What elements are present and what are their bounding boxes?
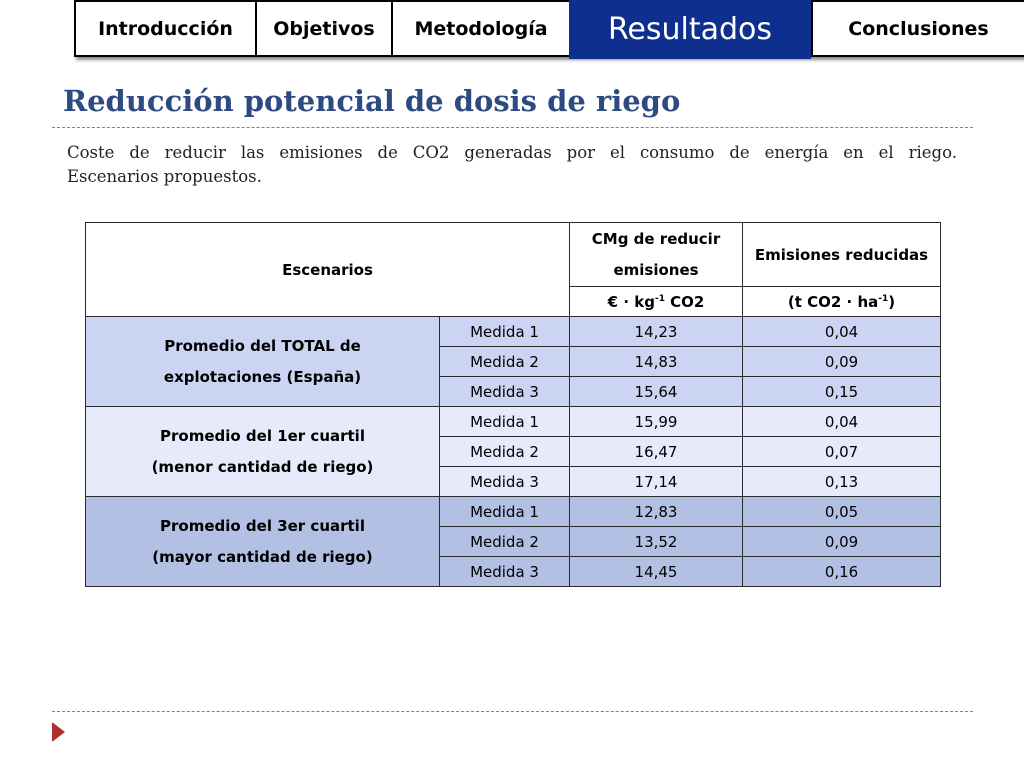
group-label-q1 (86, 407, 440, 497)
cell-cmg: 14,83 (570, 347, 743, 377)
tab-objetivos[interactable]: Objetivos (255, 2, 391, 55)
cell-medida: Medida 1 (440, 317, 570, 347)
cell-medida: Medida 2 (440, 437, 570, 467)
group-label-line2: explotaciones (España) (163, 367, 362, 386)
header-cmg-line1: CMg de reducir (591, 229, 721, 248)
tab-resultados[interactable]: Resultados (569, 0, 811, 59)
unit-cmg-post: CO2 (664, 292, 705, 311)
cell-cmg: 17,14 (570, 467, 743, 497)
table-row (86, 317, 941, 347)
next-arrow-icon[interactable] (52, 722, 65, 742)
cell-emisiones: 0,04 (743, 317, 941, 347)
cell-cmg: 15,64 (570, 377, 743, 407)
unit-emisiones (743, 287, 941, 317)
group-label-line2: (mayor cantidad de riego) (152, 547, 373, 566)
cell-cmg: 13,52 (570, 527, 743, 557)
header-row (86, 223, 941, 287)
header-cmg-line2: emisiones (613, 260, 699, 279)
footer-divider (52, 711, 973, 712)
subtitle-line-2: Escenarios propuestos. (67, 167, 262, 186)
cell-emisiones: 0,07 (743, 437, 941, 467)
cell-cmg: 14,23 (570, 317, 743, 347)
cell-cmg: 12,83 (570, 497, 743, 527)
cell-emisiones: 0,04 (743, 407, 941, 437)
cell-medida: Medida 2 (440, 347, 570, 377)
cell-emisiones: 0,05 (743, 497, 941, 527)
unit-cmg-sup: -1 (654, 293, 665, 304)
tab-metodologia[interactable]: Metodología (391, 2, 569, 55)
title-divider (52, 127, 973, 128)
cell-emisiones: 0,15 (743, 377, 941, 407)
group-label-total (86, 317, 440, 407)
unit-cmg (570, 287, 743, 317)
cell-medida: Medida 1 (440, 407, 570, 437)
cell-emisiones: 0,09 (743, 527, 941, 557)
tab-conclusiones[interactable]: Conclusiones (811, 2, 1024, 55)
cell-medida: Medida 3 (440, 377, 570, 407)
table-row (86, 497, 941, 527)
cell-emisiones: 0,13 (743, 467, 941, 497)
cell-medida: Medida 3 (440, 557, 570, 587)
unit-cmg-pre: € · kg (607, 292, 655, 311)
cell-cmg: 14,45 (570, 557, 743, 587)
cell-cmg: 15,99 (570, 407, 743, 437)
unit-emi-post: ) (888, 292, 896, 311)
cell-medida: Medida 1 (440, 497, 570, 527)
cell-emisiones: 0,09 (743, 347, 941, 377)
slide-title: Reducción potencial de dosis de riego (63, 84, 681, 118)
results-table (85, 222, 941, 587)
group-label-line1: Promedio del 3er cuartil (160, 516, 365, 535)
cell-cmg: 16,47 (570, 437, 743, 467)
cell-emisiones: 0,16 (743, 557, 941, 587)
header-emisiones: Emisiones reducidas (743, 223, 941, 287)
group-label-q3 (86, 497, 440, 587)
table-row (86, 407, 941, 437)
header-cmg (570, 223, 743, 287)
subtitle-line-1: Coste de reducir las emisiones de CO2 generadas por el consumo de energía en el riego. (67, 143, 957, 162)
tab-introduccion[interactable]: Introducción (74, 2, 255, 55)
slide-subtitle (67, 141, 957, 189)
group-label-line1: Promedio del 1er cuartil (160, 426, 365, 445)
group-label-line1: Promedio del TOTAL de (164, 336, 361, 355)
group-label-line2: (menor cantidad de riego) (151, 457, 374, 476)
cell-medida: Medida 2 (440, 527, 570, 557)
unit-emi-sup: -1 (878, 293, 889, 304)
top-nav (74, 0, 1024, 57)
unit-emi-pre: (t CO2 · ha (787, 292, 879, 311)
header-escenarios: Escenarios (86, 223, 570, 317)
cell-medida: Medida 3 (440, 467, 570, 497)
